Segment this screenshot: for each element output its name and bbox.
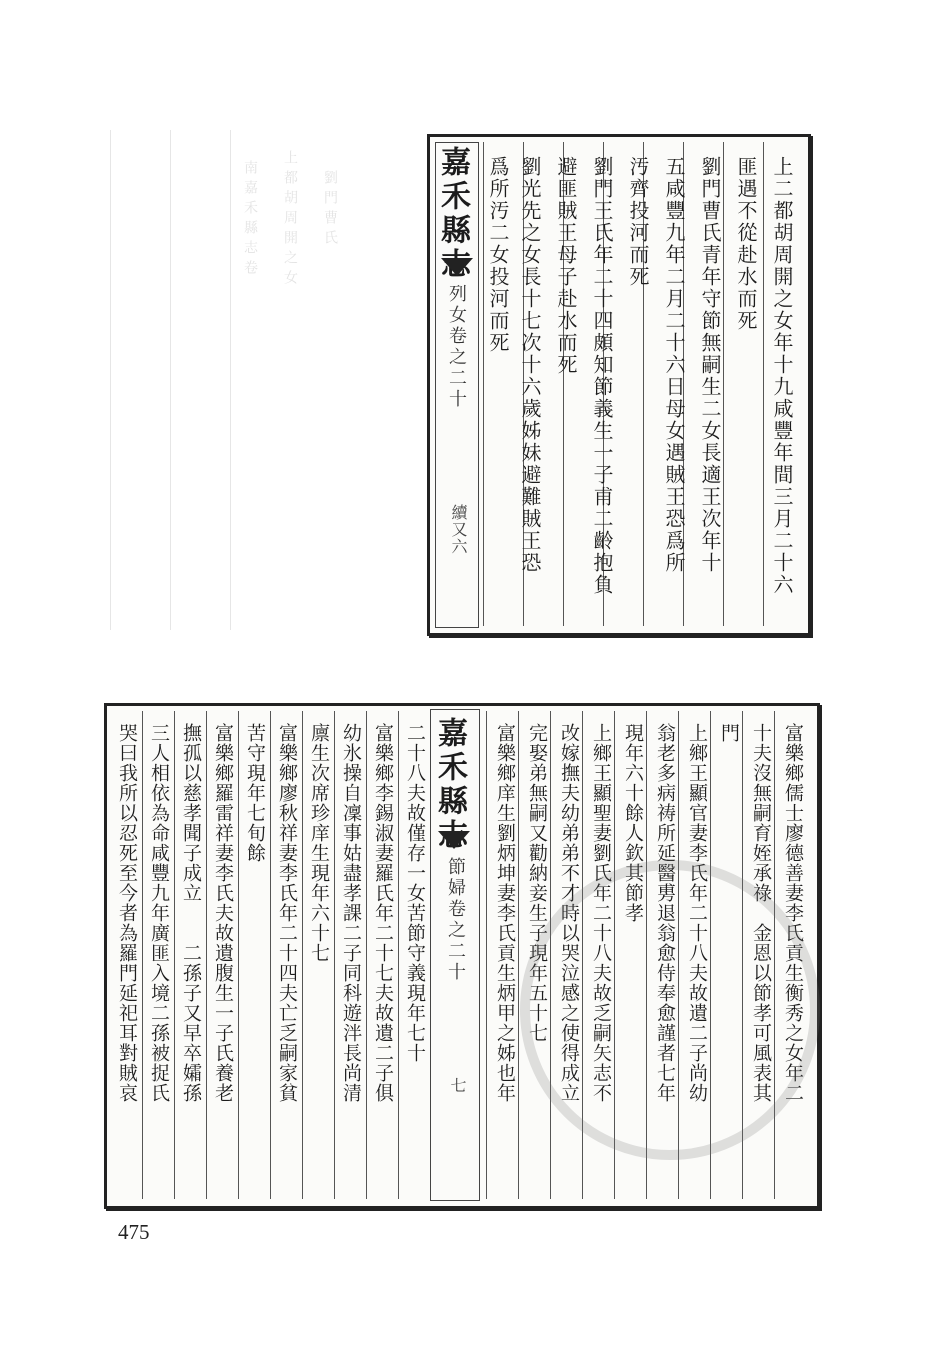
- text-column: 上二都胡周開之女年十九咸豐年間三月二十六: [770, 156, 794, 596]
- column-rule: [483, 142, 484, 626]
- text-column: 完娶弟無嗣又勸納妾生子現年五十七: [526, 723, 548, 1043]
- column-rule: [774, 711, 775, 1199]
- top-spine-volume: 列女卷之二十: [446, 284, 467, 410]
- bottom-spine-number: 七: [448, 1077, 467, 1094]
- column-rule: [206, 711, 207, 1199]
- text-column: 改嫁撫夫幼弟弟不才時以哭泣感之使得成立: [558, 723, 580, 1103]
- text-column: 匪遇不從赴水而死: [734, 156, 758, 332]
- column-rule: [334, 711, 335, 1199]
- column-rule: [710, 711, 711, 1199]
- top-spine-fishtail: [441, 258, 473, 276]
- text-column: 富樂鄉羅雷祥妻李氏夫故遺腹生一子氏養老: [212, 723, 234, 1103]
- text-column: 二十八夫故僅存一女苦節守義現年七十: [404, 723, 426, 1063]
- column-rule: [302, 711, 303, 1199]
- column-rule: [550, 711, 551, 1199]
- bottom-page: [104, 703, 820, 1209]
- column-rule: [238, 711, 239, 1199]
- text-column: 現年六十餘人欽其節孝: [622, 723, 644, 923]
- column-rule: [723, 142, 724, 626]
- text-column: 劉門王氏年二十四頗知節義生一子甫二齡抱負: [590, 156, 614, 596]
- text-column: 上鄉王顯聖妻劉氏年二十八夫故乏嗣矢志不: [590, 723, 612, 1103]
- column-rule: [174, 711, 175, 1199]
- text-column: 廪生次席珍庠生現年六十七: [308, 723, 330, 963]
- bottom-spine-title: 嘉禾縣志: [432, 717, 467, 853]
- column-rule: [270, 711, 271, 1199]
- text-column: 劉門曹氏青年守節無嗣生二女長適王次年十: [698, 156, 722, 574]
- text-column: 富樂鄉廖秋祥妻李氏年二十四夫亡乏嗣家貧: [276, 723, 298, 1103]
- page-number: 475: [118, 1220, 150, 1244]
- text-column: 上鄉王顯官妻李氏年二十八夫故遺二子尚幼: [686, 723, 708, 1103]
- text-column: 門: [718, 723, 740, 743]
- text-column: 苦守現年七旬餘: [244, 723, 266, 863]
- text-column: 富樂鄉李錫淑妻羅氏年二十七夫故遺二子俱: [372, 723, 394, 1103]
- text-column: 避匪賊王母子赴水而死: [554, 156, 578, 376]
- column-rule: [486, 711, 487, 1199]
- column-rule: [646, 711, 647, 1199]
- column-rule: [518, 711, 519, 1199]
- column-rule: [678, 711, 679, 1199]
- text-column: 三人相依為命咸豐九年廣匪入境二孫被捉氏: [148, 723, 170, 1103]
- column-rule: [763, 142, 764, 626]
- text-column: 幼氷操自凜事姑盡孝課二子同科遊泮長尚清: [340, 723, 362, 1103]
- top-page: [427, 134, 811, 636]
- column-rule: [398, 711, 399, 1199]
- text-column: 撫孤以慈孝聞子成立 二孫子又早卒孀孫: [180, 723, 202, 1103]
- column-rule: [742, 711, 743, 1199]
- column-rule: [614, 711, 615, 1199]
- text-column: 五咸豐九年二月二十六日母女遇賊王恐爲所: [662, 156, 686, 574]
- column-rule: [582, 711, 583, 1199]
- text-column: 富樂鄉儒士廖德善妻李氏貢生衡秀之女年二: [782, 723, 804, 1103]
- column-rule: [142, 711, 143, 1199]
- text-column: 富樂鄉庠生劉炳坤妻李氏貢生炳甲之姊也年: [494, 723, 516, 1103]
- top-spine-title: 嘉禾縣志: [435, 146, 470, 282]
- bottom-spine-fishtail: [438, 831, 470, 849]
- top-spine-number: 續又六: [449, 504, 468, 555]
- text-column: 汚齊投河而死: [626, 156, 650, 288]
- bleed-through-text: 南嘉禾縣志卷 上都胡周開之女 劉門曹氏: [90, 110, 390, 630]
- bottom-spine-volume: 節婦卷之二十: [445, 857, 466, 983]
- text-column: 十夫沒無嗣育姪承祿 金恩以節孝可風表其: [750, 723, 772, 1103]
- text-column: 劉光先之女長十七次十六歲姊妹避難賊王恐: [518, 156, 542, 574]
- column-rule: [366, 711, 367, 1199]
- text-column: 爲所汚二女投河而死: [486, 156, 510, 354]
- text-column: 翁老多病祷所延醫旉退翁愈侍奉愈謹者七年: [654, 723, 676, 1103]
- text-column: 哭曰我所以忍死至今者為羅門延祀耳對賊哀: [116, 723, 138, 1103]
